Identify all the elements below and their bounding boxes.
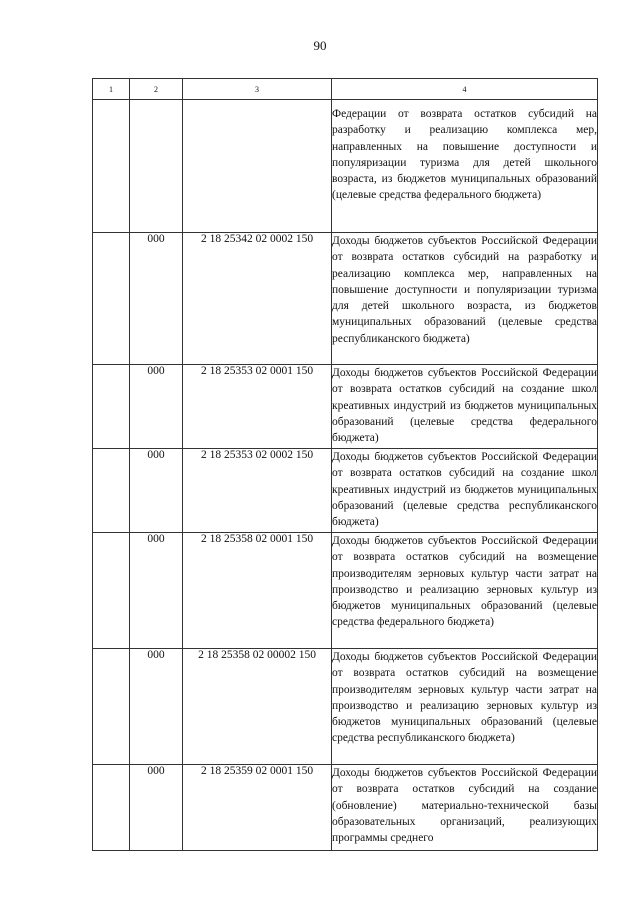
column-header-4: 4 — [332, 79, 598, 100]
description-cell: Доходы бюджетов субъектов Российской Федерации от возврата остатков субсидий на возмещение производителям зерновых культур части затрат на производство и реализацию зерновых культур из бюджетов муниципальных образований (целевые средства республиканского бюджета) — [332, 649, 598, 765]
kbk-code-cell: 2 18 25359 02 0001 150 — [183, 765, 332, 851]
description-cell: Федерации от возврата остатков субсидий на разработку и реализацию комплекса мер, направленных на повышение доступности и популяризации туризма для детей школьного возраста, из бюджетов муниципальных образований (целевые средства федерального бюджета) — [332, 100, 598, 233]
table-row — [93, 533, 598, 649]
empty-cell — [93, 100, 130, 233]
description-cell: Доходы бюджетов субъектов Российской Федерации от возврата остатков субсидий на создание школ креативных индустрий из бюджетов муниципальных образований (целевые средства республиканского бюджета) — [332, 449, 598, 533]
table-row — [93, 765, 598, 851]
admin-code-cell: 000 — [130, 233, 183, 365]
column-header-1: 1 — [93, 79, 130, 100]
kbk-code-cell: 2 18 25358 02 00002 150 — [183, 649, 332, 765]
column-header-2: 2 — [130, 79, 183, 100]
table-row — [93, 233, 598, 365]
empty-cell — [93, 533, 130, 649]
kbk-code-cell: 2 18 25353 02 0001 150 — [183, 365, 332, 449]
admin-code-cell — [130, 100, 183, 233]
table-row — [93, 100, 598, 233]
kbk-code-cell: 2 18 25358 02 0001 150 — [183, 533, 332, 649]
empty-cell — [93, 649, 130, 765]
table-row — [93, 449, 598, 533]
empty-cell — [93, 365, 130, 449]
kbk-code-cell: 2 18 25353 02 0002 150 — [183, 449, 332, 533]
description-cell: Доходы бюджетов субъектов Российской Федерации от возврата остатков субсидий на разработку и реализацию комплекса мер, направленных на повышение доступности и популяризации туризма для детей школьного возраста, из бюджетов муниципальных образований (целевые средства республиканского бюджета) — [332, 233, 598, 365]
kbk-code-cell: 2 18 25342 02 0002 150 — [183, 233, 332, 365]
column-header-3: 3 — [183, 79, 332, 100]
admin-code-cell: 000 — [130, 649, 183, 765]
description-cell: Доходы бюджетов субъектов Российской Федерации от возврата остатков субсидий на создание (обновление) материально-технической базы образовательных организаций, реализующих программы среднего — [332, 765, 598, 851]
empty-cell — [93, 765, 130, 851]
admin-code-cell: 000 — [130, 449, 183, 533]
admin-code-cell: 000 — [130, 765, 183, 851]
empty-cell — [93, 233, 130, 365]
description-cell: Доходы бюджетов субъектов Российской Федерации от возврата остатков субсидий на возмещение производителям зерновых культур части затрат на производство и реализацию зерновых культур из бюджетов муниципальных образований (целевые средства федерального бюджета) — [332, 533, 598, 649]
admin-code-cell: 000 — [130, 533, 183, 649]
budget-codes-table — [92, 78, 598, 851]
description-cell: Доходы бюджетов субъектов Российской Федерации от возврата остатков субсидий на создание школ креативных индустрий из бюджетов муниципальных образований (целевые средства федерального бюджета) — [332, 365, 598, 449]
table-header-row — [93, 79, 598, 100]
kbk-code-cell — [183, 100, 332, 233]
table-row — [93, 649, 598, 765]
table-row — [93, 365, 598, 449]
admin-code-cell: 000 — [130, 365, 183, 449]
empty-cell — [93, 449, 130, 533]
page-number: 90 — [313, 38, 327, 53]
